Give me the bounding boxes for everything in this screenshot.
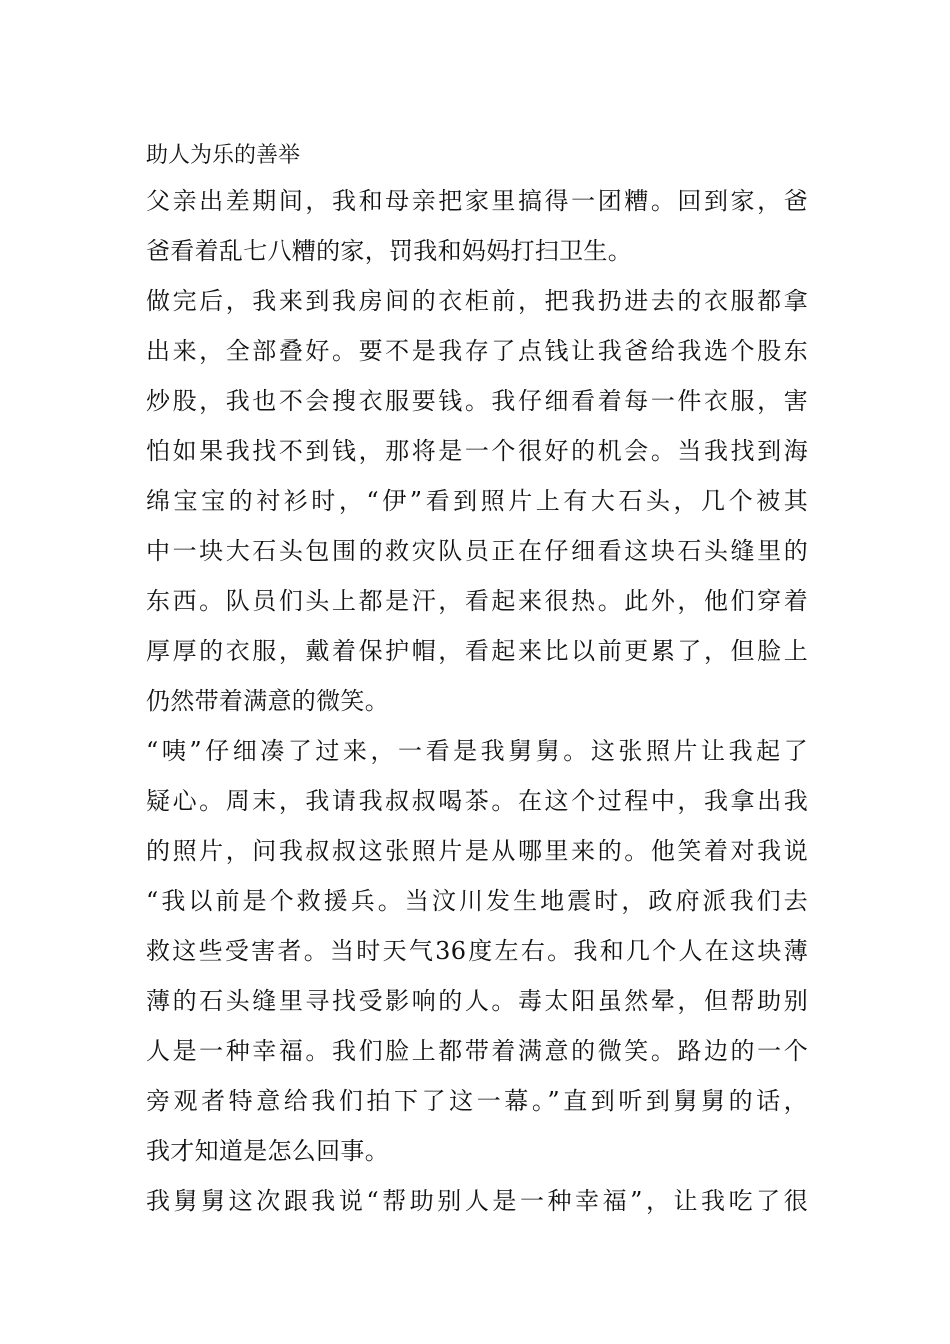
paragraph-3 (146, 726, 808, 1176)
text-line: 中一块大石头包围的救灾队员正在仔细看这块石头缝里的 (146, 537, 808, 565)
text-line: 救这些受害者。当时天气36度左右。我和几个人在这块薄 (146, 937, 808, 965)
text-line: 父亲出差期间，我和母亲把家里搞得一团糟。回到家，爸 (146, 187, 808, 215)
text-line: 仍然带着满意的微笑。 (146, 687, 389, 715)
text-line: 人是一种幸福。我们脸上都带着满意的微笑。路边的一个 (146, 1037, 808, 1065)
text-line: 薄的石头缝里寻找受影响的人。毒太阳虽然晕，但帮助别 (146, 987, 808, 1015)
text-line: 东西。队员们头上都是汗，看起来很热。此外，他们穿着 (146, 587, 808, 615)
text-line: “咦”仔细凑了过来，一看是我舅舅。这张照片让我起了 (146, 737, 808, 765)
text-line: 出来，全部叠好。要不是我存了点钱让我爸给我选个股东 (146, 337, 808, 365)
document-title: 助人为乐的善举 (146, 143, 301, 168)
document-page (146, 132, 808, 1226)
text-line: 旁观者特意给我们拍下了这一幕。”直到听到舅舅的话， (146, 1087, 808, 1115)
text-line: 疑心。周末，我请我叔叔喝茶。在这个过程中，我拿出我 (146, 787, 808, 815)
text-line: 的照片，问我叔叔这张照片是从哪里来的。他笑着对我说 (146, 837, 808, 865)
text-line: 厚厚的衣服，戴着保护帽，看起来比以前更累了，但脸上 (146, 637, 808, 665)
text-line: 怕如果我找不到钱，那将是一个很好的机会。当我找到海 (146, 437, 808, 465)
paragraph-4 (146, 1176, 808, 1226)
text-line: 我才知道是怎么回事。 (146, 1137, 389, 1165)
paragraph-2 (146, 276, 808, 726)
paragraph-1 (146, 176, 808, 276)
text-line: 爸看着乱七八糟的家，罚我和妈妈打扫卫生。 (146, 237, 632, 265)
text-line: “我以前是个救援兵。当汶川发生地震时，政府派我们去 (146, 887, 808, 915)
text-line: 做完后，我来到我房间的衣柜前，把我扔进去的衣服都拿 (146, 287, 808, 315)
text-line: 炒股，我也不会搜衣服要钱。我仔细看着每一件衣服，害 (146, 387, 808, 415)
text-line: 绵宝宝的衬衫时，“伊”看到照片上有大石头，几个被其 (146, 487, 808, 515)
text-line: 我舅舅这次跟我说“帮助别人是一种幸福”，让我吃了很 (146, 1187, 808, 1215)
